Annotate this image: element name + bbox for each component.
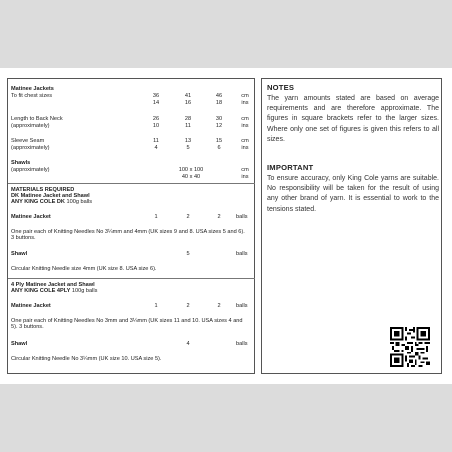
row-label: (approximately) <box>11 167 50 173</box>
row-label: To fit chest sizes <box>11 93 53 99</box>
dk-needles: One pair each of Knitting Needles No 3¼mm and 4mm (UK sizes 9 and 8. USA sizes 5 and 6). 3 buttons. <box>11 229 245 242</box>
pattern-sheet <box>0 68 452 384</box>
row-label: Sleeve Seam <box>11 138 45 144</box>
unit-label: cm <box>241 116 249 122</box>
dk-title: DK Matinee Jacket and Shawl <box>11 193 90 199</box>
balls-value: 2 <box>186 214 190 220</box>
important-text: To ensure accuracy, only King Cole yarns are suitable. No responsibility will be taken for the result of using any other brand of yarn. It is essential to work to the tensions stated. <box>267 175 439 213</box>
balls-value: 1 <box>154 303 158 309</box>
size-value: 5 <box>186 145 190 151</box>
sizes-materials-panel <box>7 78 255 374</box>
unit-label: ins <box>241 174 249 180</box>
notes-panel <box>261 78 442 374</box>
size-value: 16 <box>184 100 192 106</box>
section-heading: Matinee Jackets <box>11 86 54 92</box>
size-value: 46 <box>215 93 223 99</box>
size-value: 4 <box>154 145 158 151</box>
size-value: 26 <box>152 116 160 122</box>
balls-unit: balls <box>236 251 248 257</box>
unit-label: ins <box>241 100 249 106</box>
dk-yarn-line <box>11 199 92 205</box>
dk-shawl-label: Shawl <box>11 251 28 257</box>
ply-yarn-suffix: 100g balls <box>70 288 98 294</box>
size-value: 41 <box>184 93 192 99</box>
balls-unit: balls <box>236 341 248 347</box>
dk-circular: Circular Knitting Needle size 4mm (UK size 8. USA size 6). <box>11 266 157 272</box>
ply-shawl-label: Shawl <box>11 341 28 347</box>
unit-label: ins <box>241 145 249 151</box>
balls-value: 4 <box>186 341 190 347</box>
dk-jacket-label: Matinee Jacket <box>11 214 51 220</box>
balls-value: 5 <box>186 251 190 257</box>
dk-yarn: ANY KING COLE DK <box>11 199 65 205</box>
balls-value: 1 <box>154 214 158 220</box>
ply-circular: Circular Knitting Needle No 3¼mm (UK size 10. USA size 5). <box>11 356 162 362</box>
size-value: 36 <box>152 93 160 99</box>
row-label: (approximately) <box>11 123 50 129</box>
ply-yarn: ANY KING COLE 4PLY <box>11 288 71 294</box>
notes-text: The yarn amounts stated are based on average requirements and are therefore approximate. The figures in square brackets refer to the larger sizes. Where only one set of figures is given this refers to all sizes. <box>267 95 439 143</box>
row-label: (approximately) <box>11 145 50 151</box>
ply-title: 4 Ply Matinee Jacket and Shawl <box>11 282 95 288</box>
row-label: Length to Back Neck <box>11 116 63 122</box>
size-value: 18 <box>215 100 223 106</box>
size-value: 11 <box>185 123 191 129</box>
size-value: 11 <box>153 138 159 144</box>
ply-jacket-label: Matinee Jacket <box>11 303 51 309</box>
unit-label: cm <box>241 167 249 173</box>
size-value: 13 <box>184 138 192 144</box>
divider <box>8 183 255 184</box>
ply-yarn-line <box>11 288 97 294</box>
size-value: 10 <box>152 123 160 129</box>
divider <box>8 278 255 279</box>
ply-needles: One pair each of Knitting Needles No 3mm and 3¼mm (UK sizes 11 and 10. USA sizes 4 and 5). 3 buttons. <box>11 318 243 331</box>
unit-label: cm <box>241 93 249 99</box>
important-heading: IMPORTANT <box>267 163 314 172</box>
size-value: 15 <box>215 138 223 144</box>
balls-value: 2 <box>217 214 221 220</box>
qr-code-icon[interactable] <box>390 327 430 367</box>
size-value: 12 <box>215 123 223 129</box>
balls-unit: balls <box>236 303 248 309</box>
dk-yarn-suffix: 100g balls <box>64 199 93 205</box>
section-heading: Shawls <box>11 160 31 166</box>
balls-value: 2 <box>186 303 190 309</box>
size-value: 14 <box>152 100 160 106</box>
notes-heading: NOTES <box>267 83 295 92</box>
size-value: 6 <box>217 145 221 151</box>
balls-unit: balls <box>236 214 248 220</box>
shawl-size-ins: 40 x 40 <box>181 174 201 180</box>
materials-heading: MATERIALS REQUIRED <box>11 187 75 193</box>
balls-value: 2 <box>217 303 221 309</box>
unit-label: cm <box>241 138 249 144</box>
shawl-size-cm: 100 x 100 <box>178 167 204 173</box>
size-value: 30 <box>215 116 223 122</box>
unit-label: ins <box>241 123 249 129</box>
size-value: 28 <box>184 116 192 122</box>
